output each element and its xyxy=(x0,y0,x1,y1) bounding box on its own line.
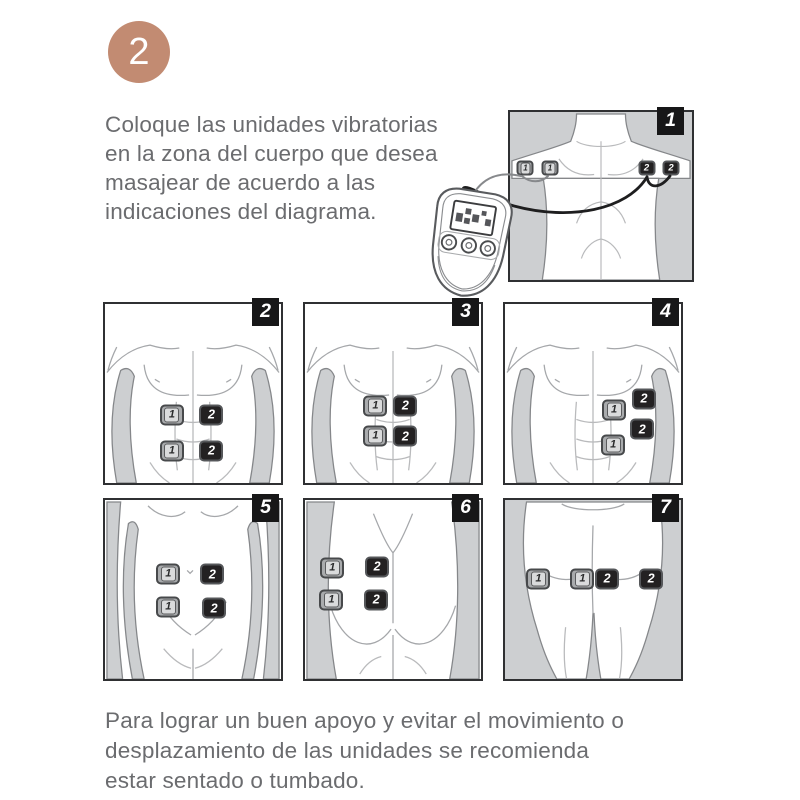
electrode-pad-1 xyxy=(570,568,594,589)
electrode-pad-2 xyxy=(639,568,663,589)
pad-number: 1 xyxy=(164,407,179,422)
diagram-panel-3 xyxy=(303,302,483,485)
intro-line: Coloque las unidades vibratorias xyxy=(105,112,438,137)
body-figure-back-shoulders xyxy=(510,112,692,280)
pad-number: 2 xyxy=(401,429,409,444)
panel-number-badge: 6 xyxy=(452,494,479,522)
pad-number: 1 xyxy=(606,437,621,452)
pad-number: 2 xyxy=(668,162,674,174)
pad-number: 2 xyxy=(640,391,648,406)
pad-number: 1 xyxy=(368,429,383,444)
electrode-pad-1 xyxy=(526,568,550,589)
pad-number: 2 xyxy=(603,571,611,586)
pad-number: 1 xyxy=(164,443,179,458)
diagram-panel-1 xyxy=(508,110,694,282)
intro-line: en la zona del cuerpo que desea xyxy=(105,141,438,166)
electrode-pad-2 xyxy=(364,590,388,611)
electrode-pad-2 xyxy=(663,161,680,176)
diagram-panel-5 xyxy=(103,498,283,681)
footer-line: estar sentado o tumbado. xyxy=(105,768,365,793)
diagram-panel-4 xyxy=(503,302,683,485)
electrode-pad-2 xyxy=(200,564,224,585)
panel-number-badge: 4 xyxy=(652,298,679,326)
diagram-panel-7 xyxy=(503,498,683,681)
electrode-pad-2 xyxy=(393,426,417,447)
electrode-pad-2 xyxy=(632,388,656,409)
pad-number: 1 xyxy=(368,399,383,414)
electrode-pad-2 xyxy=(393,396,417,417)
pad-number: 2 xyxy=(638,422,646,437)
remote-control-icon xyxy=(413,181,525,308)
remote-control-device xyxy=(413,181,525,308)
body-figure-thighs-back xyxy=(505,500,681,679)
footer-line: desplazamiento de las unidades se recomienda xyxy=(105,738,590,763)
pad-number: 2 xyxy=(207,443,215,458)
electrode-pad-1 xyxy=(517,161,534,176)
electrode-pad-2 xyxy=(199,404,223,425)
pad-number: 1 xyxy=(575,571,590,586)
pad-number: 1 xyxy=(520,163,530,175)
electrode-pad-1 xyxy=(156,564,180,585)
diagram-panel-2 xyxy=(103,302,283,485)
electrode-pad-2 xyxy=(199,440,223,461)
panel-number-badge: 5 xyxy=(252,494,279,522)
pad-number: 2 xyxy=(647,571,655,586)
pad-number: 2 xyxy=(207,407,215,422)
body-figure-torso-front xyxy=(105,304,281,483)
diagram-panel-6 xyxy=(303,498,483,681)
electrode-pad-1 xyxy=(156,597,180,618)
step-number-badge xyxy=(108,21,170,83)
pad-number: 1 xyxy=(545,163,555,175)
body-figure-hips-front xyxy=(105,500,281,679)
support-note-text xyxy=(105,706,765,796)
pad-number: 1 xyxy=(531,571,546,586)
electrode-pad-1 xyxy=(160,440,184,461)
pad-number: 2 xyxy=(210,601,218,616)
electrode-pad-1 xyxy=(160,404,184,425)
electrode-pad-2 xyxy=(365,557,389,578)
electrode-pad-2 xyxy=(202,598,226,619)
panel-number-badge: 2 xyxy=(252,298,279,326)
pad-number: 2 xyxy=(643,162,650,174)
electrode-pad-1 xyxy=(319,590,343,611)
footer-line: Para lograr un buen apoyo y evitar el movimiento o xyxy=(105,708,625,733)
intro-line: indicaciones del diagrama. xyxy=(105,199,377,224)
panel-number-badge: 7 xyxy=(652,494,679,522)
electrode-pad-2 xyxy=(630,419,654,440)
intro-line: masajear de acuerdo a las xyxy=(105,170,376,195)
pad-number: 1 xyxy=(324,593,339,608)
body-figure-torso-front xyxy=(305,304,481,483)
electrode-pad-1 xyxy=(320,558,344,579)
pad-number: 1 xyxy=(161,567,176,582)
electrode-pad-1 xyxy=(602,399,626,420)
panel-number-badge: 1 xyxy=(657,107,684,135)
pad-number: 1 xyxy=(161,600,176,615)
pad-number: 1 xyxy=(607,402,622,417)
step-number: 2 xyxy=(128,30,150,73)
pad-number: 1 xyxy=(325,561,340,576)
electrode-pad-1 xyxy=(542,161,559,176)
electrode-pad-2 xyxy=(595,568,619,589)
pad-number: 2 xyxy=(372,592,380,607)
electrode-pad-1 xyxy=(363,396,387,417)
pad-number: 2 xyxy=(208,567,216,582)
pad-number: 2 xyxy=(373,559,381,574)
electrode-pad-2 xyxy=(638,161,655,176)
panel-number-badge: 3 xyxy=(452,298,479,326)
electrode-pad-1 xyxy=(601,434,625,455)
electrode-pad-1 xyxy=(363,426,387,447)
pad-number: 2 xyxy=(401,398,409,413)
